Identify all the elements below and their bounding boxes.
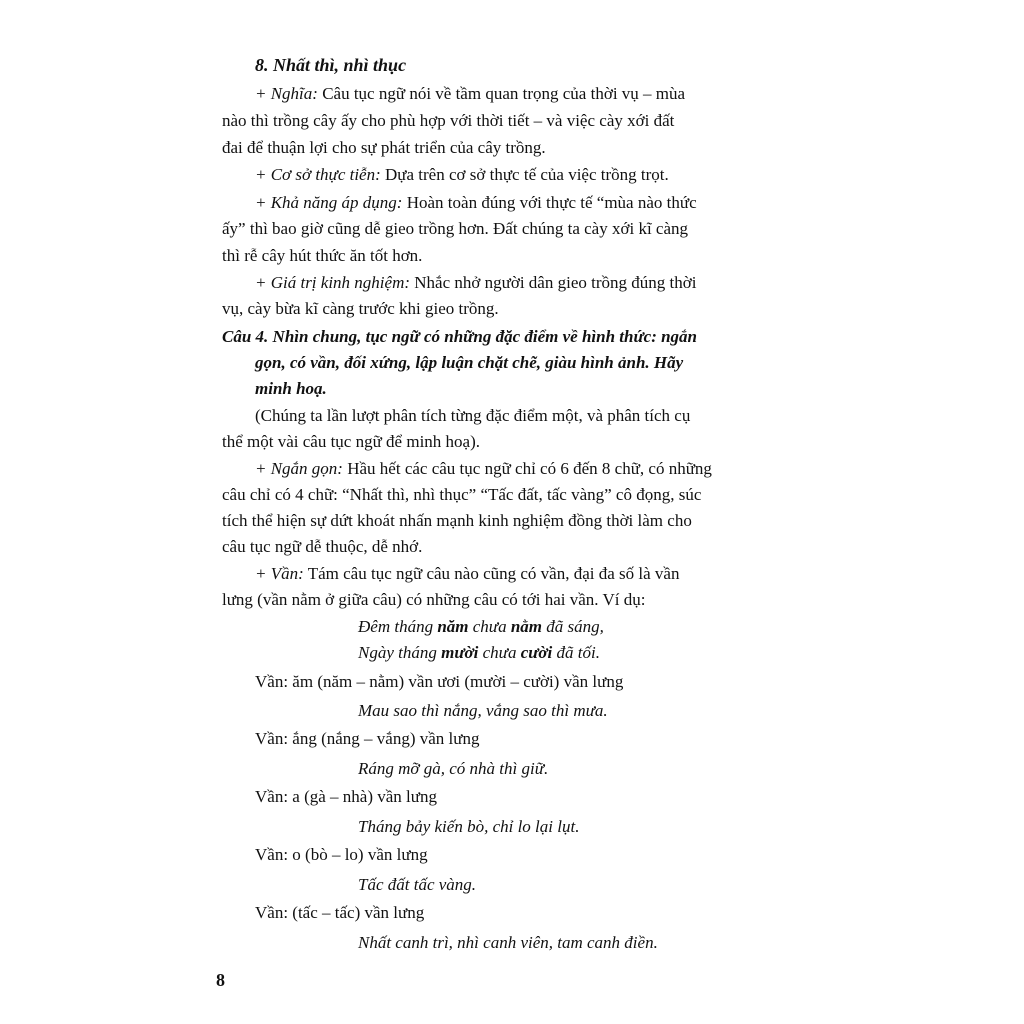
example-verse-2: Mau sao thì nắng, vắng sao thì mưa. bbox=[358, 701, 608, 720]
intro-line-2: thể một vài câu tục ngữ để minh hoạ). bbox=[222, 432, 481, 451]
meaning-line-1 bbox=[255, 83, 685, 105]
question-line-2: gọn, có vần, đối xứng, lập luận chặt chẽ, giàu hình ảnh. Hãy bbox=[255, 353, 684, 372]
basis-label: + Cơ sở thực tiễn: bbox=[255, 165, 381, 184]
applicability-label: + Khả năng áp dụng: bbox=[255, 193, 403, 212]
rhyme-note-5: Vần: (tấc – tấc) vần lưng bbox=[255, 903, 425, 922]
rhyme-note-1: Vần: ăm (năm – nằm) vần ươi (mười – cười) vần lưng bbox=[255, 672, 624, 691]
section-heading: 8. Nhất thì, nhì thục bbox=[255, 55, 407, 75]
applicability-line-1 bbox=[255, 192, 697, 214]
example-verse-6: Nhất canh trì, nhì canh viên, tam canh điền. bbox=[358, 933, 658, 952]
rhyme-note-3: Vần: a (gà – nhà) vần lưng bbox=[255, 787, 437, 806]
rhyme-label: + Vần: bbox=[255, 564, 304, 583]
concise-text: Hầu hết các câu tục ngữ chỉ có 6 đến 8 chữ, có những bbox=[342, 459, 712, 478]
concise-line-4: câu tục ngữ dễ thuộc, dễ nhớ. bbox=[222, 537, 423, 556]
rhyme-note-2: Vần: ắng (nắng – vắng) vần lưng bbox=[255, 729, 480, 748]
experience-line-2: vụ, cày bừa kĩ càng trước khi gieo trồng. bbox=[222, 299, 499, 318]
rhyme-note-4: Vần: o (bò – lo) vần lưng bbox=[255, 845, 428, 864]
meaning-line-2: nào thì trồng cây ấy cho phù hợp với thời tiết – và việc cày xới đất bbox=[222, 111, 675, 130]
concise-line-1 bbox=[255, 458, 712, 480]
page-number: 8 bbox=[216, 970, 225, 990]
example-verse-1a: Đêm tháng năm chưa nằm đã sáng, bbox=[358, 617, 604, 636]
meaning-label: + Nghĩa: bbox=[255, 84, 318, 103]
example-verse-1b: Ngày tháng mười chưa cười đã tối. bbox=[358, 643, 600, 662]
example-verse-4: Tháng bảy kiến bò, chỉ lo lại lụt. bbox=[358, 817, 580, 836]
experience-text: Nhắc nhở người dân gieo trồng đúng thời bbox=[410, 273, 697, 292]
basis-line bbox=[255, 164, 669, 186]
experience-label: + Giá trị kinh nghiệm: bbox=[255, 273, 411, 292]
applicability-line-3: thì rễ cây hút thức ăn tốt hơn. bbox=[222, 246, 423, 265]
question-line-1: Câu 4. Nhìn chung, tục ngữ có những đặc điểm về hình thức: ngắn bbox=[222, 327, 698, 346]
example-verse-3: Ráng mỡ gà, có nhà thì giữ. bbox=[358, 759, 549, 778]
experience-line-1 bbox=[255, 272, 696, 294]
meaning-text: Câu tục ngữ nói về tầm quan trọng của thời vụ – mùa bbox=[317, 84, 686, 103]
meaning-line-3: đai để thuận lợi cho sự phát triển của cây trồng. bbox=[222, 138, 546, 157]
concise-line-3: tích thể hiện sự dứt khoát nhấn mạnh kinh nghiệm đồng thời làm cho bbox=[222, 511, 692, 530]
question-line-3: minh hoạ. bbox=[255, 379, 327, 398]
basis-text: Dựa trên cơ sở thực tế của việc trồng trọt. bbox=[380, 165, 669, 184]
rhyme-line-1 bbox=[255, 563, 679, 585]
intro-line-1: (Chúng ta lần lượt phân tích từng đặc điểm một, và phân tích cụ bbox=[255, 406, 691, 425]
concise-label: + Ngắn gọn: bbox=[255, 459, 343, 478]
rhyme-text: Tám câu tục ngữ câu nào cũng có vần, đại đa số là vần bbox=[303, 564, 680, 583]
example-verse-5: Tấc đất tấc vàng. bbox=[358, 875, 477, 894]
applicability-line-2: ấy” thì bao giờ cũng dễ gieo trồng hơn. Đất chúng ta cày xới kĩ càng bbox=[222, 219, 689, 238]
concise-line-2: câu chỉ có 4 chữ: “Nhất thì, nhì thục” “Tấc đất, tấc vàng” cô đọng, súc bbox=[222, 485, 702, 504]
applicability-text: Hoàn toàn đúng với thực tế “mùa nào thức bbox=[402, 193, 697, 212]
rhyme-line-2: lưng (vần nằm ở giữa câu) có những câu có tới hai vần. Ví dụ: bbox=[222, 590, 646, 609]
